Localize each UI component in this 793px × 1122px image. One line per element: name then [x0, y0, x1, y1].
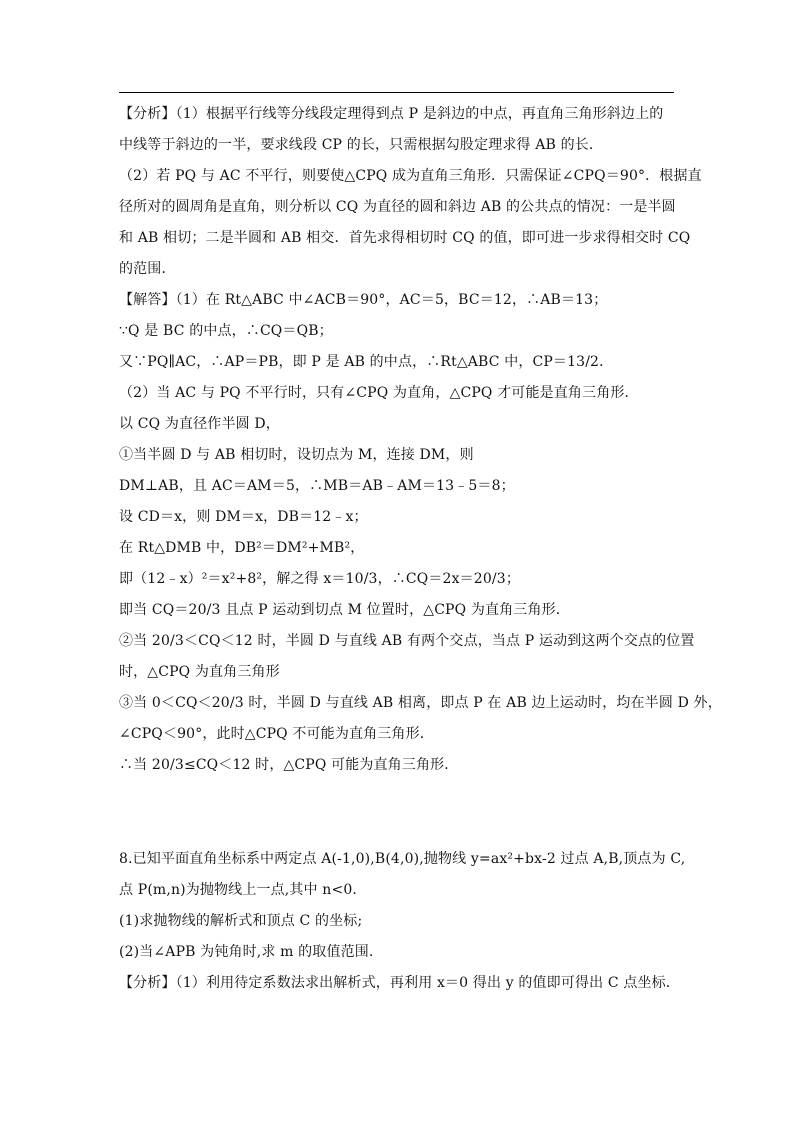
problem8-line-4: (2)当∠APB 为钝角时,求 m 的取值范围.	[119, 944, 374, 960]
analysis-line-3: （2）若 PQ 与 AC 不平行，则要使△CPQ 成为直角三角形．只需保证∠CPQ＝90°．根据直	[119, 168, 702, 184]
problem8-line-1: 8.已知平面直角坐标系中两定点 A(-1,0),B(4,0),抛物线 y=ax²+bx-2 过点 A,B,顶点为 C,	[119, 851, 686, 867]
solution-line-8: 设 CD＝x，则 DM＝x，DB＝12﹣x；	[119, 509, 368, 525]
problem8-line-3: (1)求抛物线的解析式和顶点 C 的坐标;	[119, 913, 363, 929]
solution-line-9: 在 Rt△DMB 中，DB²＝DM²+MB²，	[119, 540, 365, 556]
problem8-line-5: 【分析】（1）利用待定系数法求出解析式，再利用 x＝0 得出 y 的值即可得出 C 点坐标．	[119, 975, 680, 991]
analysis-line-5: 和 AB 相切；二是半圆和 AB 相交．首先求得相切时 CQ 的值，即可进一步求得相交时 CQ	[119, 230, 691, 246]
header-rule	[119, 92, 674, 93]
analysis-line-6: 的范围．	[119, 261, 176, 277]
solution-line-14: ③当 0＜CQ＜20/3 时，半圆 D 与直线 AB 相离，即点 P 在 AB 边上运动时，均在半圆 D 外，	[119, 695, 722, 711]
solution-line-12: ②当 20/3＜CQ＜12 时，半圆 D 与直线 AB 有两个交点，当点 P 运动到这两个交点的位置	[119, 633, 695, 649]
solution-line-10: 即（12﹣x）²＝x²+8²，解之得 x＝10/3，∴CQ＝2x＝20/3；	[119, 571, 520, 587]
solution-line-3: 又∵PQ∥AC，∴AP＝PB，即 P 是 AB 的中点，∴Rt△ABC 中，CP＝13/2．	[119, 354, 614, 370]
solution-line-15: ∠CPQ＜90°，此时△CPQ 不可能为直角三角形．	[119, 726, 434, 742]
solution-line-5: 以 CQ 为直径作半圆 D，	[119, 416, 280, 432]
solution-line-13: 时，△CPQ 为直角三角形	[119, 664, 280, 680]
solution-line-7: DM⊥AB，且 AC＝AM＝5，∴MB＝AB﹣AM＝13﹣5＝8；	[119, 478, 515, 494]
analysis-line-4: 径所对的圆周角是直角，则分析以 CQ 为直径的圆和斜边 AB 的公共点的情况：一是半圆	[119, 199, 676, 215]
solution-line-16: ∴当 20/3≤CQ＜12 时，△CPQ 可能为直角三角形．	[119, 757, 459, 773]
analysis-line-2: 中线等于斜边的一半，要求线段 CP 的长，只需根据勾股定理求得 AB 的长．	[119, 137, 604, 153]
problem8-line-2: 点 P(m,n)为抛物线上一点,其中 n<0.	[119, 882, 357, 898]
solution-line-6: ①当半圆 D 与 AB 相切时，设切点为 M，连接 DM，则	[119, 447, 474, 463]
solution-line-2: ∵Q 是 BC 的中点，∴CQ＝QB；	[119, 323, 333, 339]
solution-line-1: 【解答】（1）在 Rt△ABC 中∠ACB＝90°，AC＝5，BC＝12，∴AB＝13；	[119, 292, 608, 308]
solution-line-4: （2）当 AC 与 PQ 不平行时，只有∠CPQ 为直角，△CPQ 才可能是直角三角形．	[119, 385, 639, 401]
solution-line-11: 即当 CQ＝20/3 且点 P 运动到切点 M 位置时，△CPQ 为直角三角形．	[119, 602, 570, 618]
analysis-line-1: 【分析】（1）根据平行线等分线段定理得到点 P 是斜边的中点，再直角三角形斜边上的	[119, 106, 664, 122]
